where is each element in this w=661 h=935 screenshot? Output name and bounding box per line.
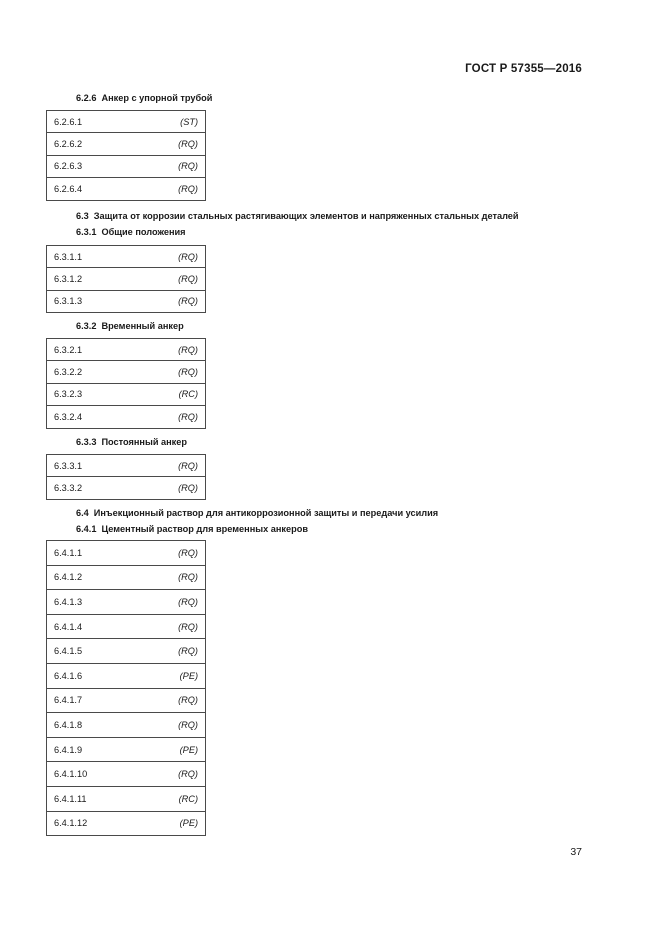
- table-row: [47, 614, 206, 639]
- row-tag: (RQ): [178, 547, 198, 558]
- row-tag: (RQ): [178, 344, 198, 355]
- table-row: [47, 565, 206, 590]
- row-code: 6.4.1.5: [54, 646, 83, 657]
- row-tag: (RQ): [178, 161, 198, 172]
- table-row: [47, 133, 206, 155]
- heading-number: 6.3.2: [76, 321, 97, 331]
- row-code: 6.3.3.1: [54, 460, 83, 471]
- heading-number: 6.4.1: [76, 524, 97, 534]
- row-tag: (RQ): [178, 719, 198, 730]
- row-code: 6.4.1.12: [54, 818, 88, 829]
- table-row: [47, 155, 206, 177]
- table-6-3-1: [46, 245, 206, 313]
- row-tag: (RQ): [178, 483, 198, 494]
- row-tag: (RQ): [178, 572, 198, 583]
- table-row: [47, 786, 206, 811]
- heading-text: Временный анкер: [101, 321, 184, 331]
- heading-6-3-3: [76, 437, 187, 447]
- table-6-3-3: [46, 454, 206, 500]
- document-code: ГОСТ Р 57355—2016: [465, 63, 582, 75]
- heading-text: Общие положения: [101, 227, 186, 237]
- row-code: 6.4.1.8: [54, 719, 83, 730]
- table-row: [47, 339, 206, 361]
- row-code: 6.3.1.1: [54, 251, 83, 262]
- heading-6-3-2: [76, 321, 184, 331]
- heading-text: Защита от коррозии стальных растягивающих элементов и напряженных стальных деталей: [93, 211, 519, 221]
- row-code: 6.4.1.3: [54, 596, 83, 607]
- row-code: 6.4.1.6: [54, 670, 83, 681]
- row-code: 6.4.1.11: [54, 793, 87, 804]
- table-6-3-2: [46, 338, 206, 429]
- table-row: [47, 713, 206, 738]
- table-6-2-6: [46, 110, 206, 201]
- heading-6-4-1: [76, 524, 308, 534]
- table-row: [47, 246, 206, 268]
- row-code: 6.2.6.4: [54, 183, 83, 194]
- row-tag: (RQ): [178, 621, 198, 632]
- table-row: [47, 290, 206, 312]
- row-code: 6.2.6.2: [54, 139, 83, 150]
- table-row: [47, 762, 206, 787]
- table-row: [47, 178, 206, 200]
- row-code: 6.3.2.2: [54, 367, 83, 378]
- row-code: 6.4.1.4: [54, 621, 83, 632]
- heading-text: Постоянный анкер: [101, 437, 187, 447]
- row-tag: (RQ): [178, 274, 198, 285]
- row-tag: (RQ): [178, 460, 198, 471]
- row-code: 6.3.2.1: [54, 344, 83, 355]
- heading-number: 6.3.3: [76, 437, 97, 447]
- row-tag: (RQ): [178, 411, 198, 422]
- heading-6-2-6: [76, 93, 212, 103]
- row-code: 6.3.1.3: [54, 296, 83, 307]
- row-code: 6.3.1.2: [54, 274, 83, 285]
- table-row: [47, 406, 206, 428]
- table-row: [47, 688, 206, 713]
- heading-text: Анкер с упорной трубой: [101, 93, 213, 103]
- row-tag: (RQ): [178, 183, 198, 194]
- row-code: 6.2.6.3: [54, 161, 83, 172]
- heading-number: 6.3.1: [76, 227, 97, 237]
- row-tag: (RC): [178, 793, 198, 804]
- table-row: [47, 477, 206, 499]
- heading-6-3-1: [76, 227, 186, 237]
- row-tag: (RQ): [178, 695, 198, 706]
- row-code: 6.3.2.3: [54, 389, 83, 400]
- table-6-4-1: [46, 540, 206, 836]
- row-code: 6.4.1.9: [54, 744, 83, 755]
- table-row: [47, 541, 206, 566]
- heading-text: Инъекционный раствор для антикоррозионной защиты и передачи усилия: [93, 508, 439, 518]
- row-code: 6.4.1.2: [54, 572, 83, 583]
- table-row: [47, 639, 206, 664]
- table-row: [47, 663, 206, 688]
- heading-number: 6.2.6: [76, 93, 97, 103]
- table-row: [47, 590, 206, 615]
- row-tag: (ST): [180, 116, 198, 127]
- table-row: [47, 737, 206, 762]
- table-row: [47, 111, 206, 133]
- heading-6-3: [76, 211, 519, 221]
- table-row: [47, 268, 206, 290]
- row-code: 6.2.6.1: [54, 116, 83, 127]
- row-code: 6.4.1.7: [54, 695, 83, 706]
- table-row: [47, 383, 206, 405]
- table-row: [47, 361, 206, 383]
- row-tag: (RQ): [178, 769, 198, 780]
- table-row: [47, 455, 206, 477]
- row-code: 6.4.1.1: [54, 547, 83, 558]
- row-tag: (RQ): [178, 139, 198, 150]
- row-code: 6.3.3.2: [54, 483, 83, 494]
- heading-text: Цементный раствор для временных анкеров: [101, 524, 309, 534]
- row-code: 6.3.2.4: [54, 411, 83, 422]
- row-tag: (RQ): [178, 251, 198, 262]
- row-tag: (PE): [179, 670, 198, 681]
- row-tag: (PE): [179, 818, 198, 829]
- row-tag: (RQ): [178, 596, 198, 607]
- row-tag: (PE): [179, 744, 198, 755]
- heading-number: 6.4: [76, 508, 89, 518]
- row-tag: (RQ): [178, 367, 198, 378]
- page-number: 37: [570, 846, 582, 858]
- row-code: 6.4.1.10: [54, 769, 88, 780]
- row-tag: (RQ): [178, 646, 198, 657]
- heading-6-4: [76, 508, 438, 518]
- row-tag: (RC): [178, 389, 198, 400]
- table-row: [47, 811, 206, 836]
- row-tag: (RQ): [178, 296, 198, 307]
- heading-number: 6.3: [76, 211, 89, 221]
